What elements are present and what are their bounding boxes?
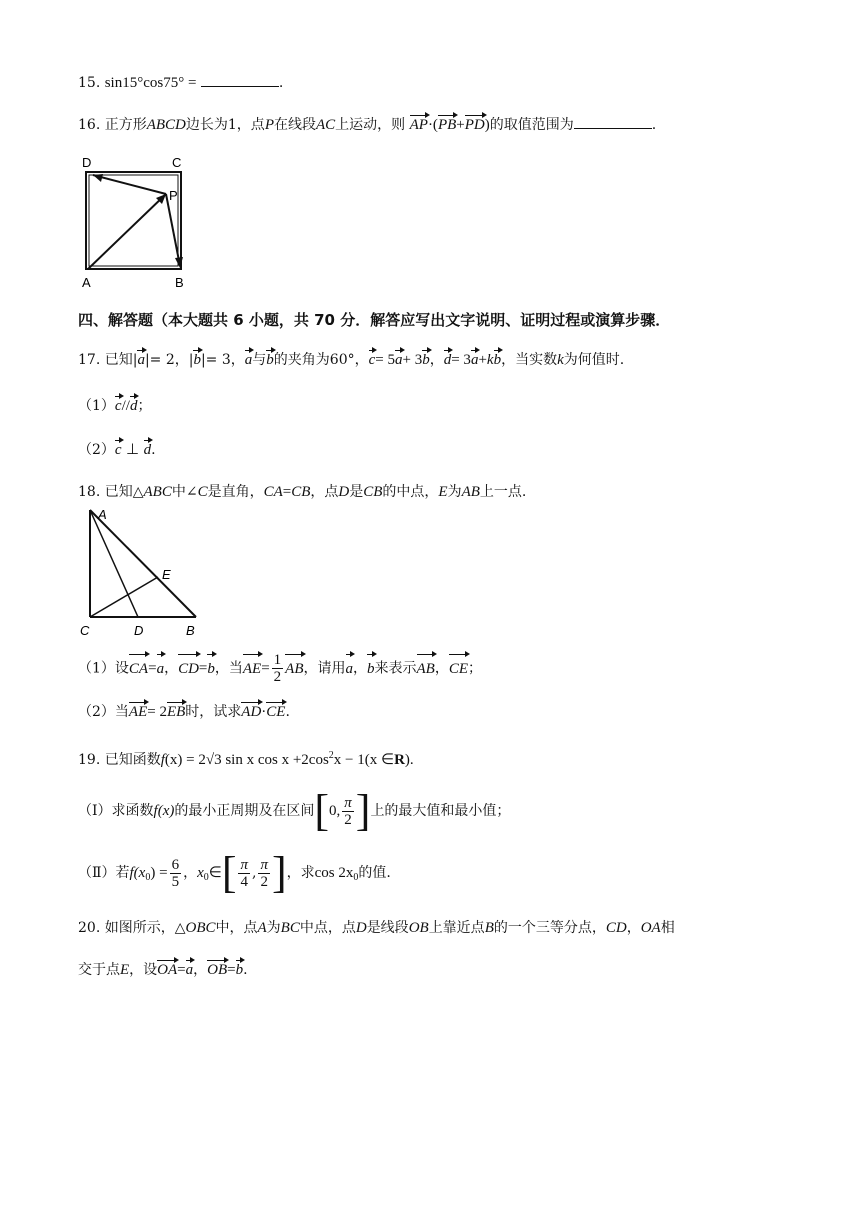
text: 正方形 <box>104 117 147 133</box>
vector: a <box>157 654 165 684</box>
fraction <box>238 857 250 890</box>
vector: AB <box>285 654 303 684</box>
denominator: 5 <box>171 873 180 890</box>
math-var: f(x <box>129 865 146 881</box>
question-19-part-2: （Ⅱ）若$f(x_0)$ = $\frac{6}{5}$ ，$x_0\in$[ $\frac{\pi}{4}$ , $\frac{\pi}{2}$ ]，求$\cos 2x_0$的值. <box>78 848 391 897</box>
operator: + <box>456 117 465 133</box>
operator: · <box>261 704 267 720</box>
question-18-part-1 <box>78 652 482 685</box>
text: 的值. <box>358 865 391 881</box>
vector-pd <box>93 175 166 194</box>
text: + <box>478 352 487 368</box>
math-var: CB <box>363 484 383 500</box>
vector: CE <box>449 654 468 684</box>
math-var: E <box>120 962 130 978</box>
text: 上靠近点 <box>428 920 485 936</box>
label-a: A <box>98 507 107 522</box>
exponent: 2 <box>328 750 334 761</box>
label-d: D <box>134 623 144 638</box>
numerator: π <box>260 856 268 873</box>
math-expression: ). <box>404 752 414 768</box>
subscript: 0 <box>145 872 151 883</box>
denominator: 4 <box>240 873 248 890</box>
text: 的一个三等分点， <box>493 920 606 936</box>
text: 交于点 <box>78 962 120 978</box>
text: 为 <box>447 484 462 500</box>
text: 的中点， <box>382 484 439 500</box>
numerator: 6 <box>171 856 180 873</box>
answer-blank <box>574 114 652 129</box>
vector: a <box>395 352 403 368</box>
question-20-line-2 <box>78 960 248 980</box>
subscript: 0 <box>353 872 359 883</box>
numerator: 1 <box>273 652 282 668</box>
math-var: CB <box>291 484 311 500</box>
vector: PB <box>437 117 457 133</box>
math-expression: ) = <box>150 865 168 881</box>
left-bracket: [ <box>314 786 330 835</box>
vector: OB <box>207 962 228 978</box>
math-var: CA <box>263 484 283 500</box>
math-var: BC <box>280 920 300 936</box>
text: 为 <box>266 920 281 936</box>
text: ，求 <box>286 865 315 881</box>
text: 上运动，则 <box>335 117 406 133</box>
text: = 5 <box>375 352 395 368</box>
answer-blank <box>201 72 279 87</box>
square-figure <box>76 152 196 292</box>
text: 已知△ <box>104 484 144 500</box>
text: 在线段 <box>273 117 316 133</box>
vector: b <box>422 352 430 368</box>
period: . <box>278 75 284 91</box>
side-ab <box>90 510 196 617</box>
text: 来表示 <box>374 660 417 677</box>
math-var: E <box>438 484 448 500</box>
question-19 <box>78 746 414 770</box>
fraction <box>342 795 354 828</box>
interval-start: 0, <box>329 803 341 819</box>
text: |= 3， <box>200 352 245 368</box>
text: ，请用 <box>303 660 346 677</box>
vector: PD <box>464 117 485 133</box>
text: 是线段 <box>366 920 409 936</box>
vector: a <box>137 352 145 368</box>
vector: AE <box>128 704 148 720</box>
vector: AD <box>241 704 262 720</box>
question-18-part-2 <box>78 702 290 722</box>
vector: AB <box>417 654 435 684</box>
fraction <box>170 857 182 890</box>
text: ； <box>468 660 482 677</box>
vector: c <box>114 398 122 414</box>
text: ， <box>183 865 198 881</box>
question-17-part-2 <box>78 440 156 460</box>
segment-ce <box>90 577 158 617</box>
real-set: R <box>394 752 405 768</box>
text: . <box>243 962 248 978</box>
triangle-figure <box>78 505 208 640</box>
operator: = <box>261 660 270 677</box>
vector: b <box>235 962 244 978</box>
question-number: 20. <box>78 920 101 936</box>
text: 中，点 <box>215 920 258 936</box>
text: 上的最大值和最小值； <box>370 803 511 819</box>
math-var: C <box>197 484 208 500</box>
operator: ⊥ <box>126 442 140 458</box>
text: 已知| <box>104 352 138 368</box>
label-d: D <box>82 155 92 170</box>
question-15 <box>78 72 283 93</box>
text: = 3 <box>451 352 471 368</box>
vector: b <box>367 654 375 684</box>
text: ， <box>164 660 179 677</box>
text: 时，试求 <box>185 704 242 720</box>
math-expression: (x) = 2√3 sin x cos x +2cos <box>164 752 329 768</box>
operator: = <box>177 962 186 978</box>
label-a: A <box>82 275 91 290</box>
question-number: 17. <box>78 352 101 368</box>
text: ，当实数 <box>501 352 558 368</box>
math-var: k <box>486 352 494 368</box>
label-b: B <box>175 275 184 290</box>
operator: ) <box>484 117 490 133</box>
question-number: 16. <box>78 117 101 133</box>
part-label: （2）当 <box>78 704 129 720</box>
left-bracket: [ <box>221 848 237 897</box>
part-label: （2） <box>78 442 115 458</box>
vector: d <box>143 442 152 458</box>
text: 是直角， <box>207 484 264 500</box>
operator: = <box>148 660 157 677</box>
text: 的取值范围为 <box>489 117 574 133</box>
numerator: π <box>344 794 352 811</box>
question-17 <box>78 350 624 370</box>
part-label: （1） <box>78 398 115 414</box>
vector: EB <box>166 704 186 720</box>
math-var: AB <box>461 484 480 500</box>
vector: a <box>185 962 194 978</box>
text: + 3 <box>402 352 423 368</box>
vector: CD <box>178 654 199 684</box>
operator: = 2 <box>147 704 167 720</box>
math-var: CD <box>605 920 627 936</box>
text: 相 <box>660 920 675 936</box>
text: 已知函数 <box>104 752 161 768</box>
math-var: ABCD <box>146 117 186 133</box>
math-var: OA <box>640 920 661 936</box>
segment-ad <box>90 510 138 617</box>
text: . <box>285 704 290 720</box>
operator: ∈ <box>208 865 222 881</box>
question-16 <box>78 114 656 135</box>
text: ，设 <box>129 962 158 978</box>
operator: ·( <box>427 117 438 133</box>
text: 中点，点 <box>299 920 356 936</box>
math-var: k <box>557 352 564 368</box>
period: . <box>651 117 657 133</box>
text: 的最小正周期及在区间 <box>174 803 315 819</box>
label-b: B <box>186 623 195 638</box>
text: 为何值时. <box>563 352 625 368</box>
text: 的夹角为60°， <box>273 352 369 368</box>
text: 边长为1，点 <box>185 117 265 133</box>
operator: // <box>121 398 130 414</box>
vector: b <box>207 654 215 684</box>
math-var: AC <box>315 117 336 133</box>
vector: AE <box>243 654 261 684</box>
math-expression: x − 1(x ∈ <box>333 752 395 768</box>
fraction <box>258 857 270 890</box>
math-var: D <box>355 920 367 936</box>
right-bracket: ] <box>355 786 371 835</box>
vector: CE <box>266 704 286 720</box>
text: 是 <box>349 484 364 500</box>
label-c: C <box>80 623 90 638</box>
label-e: E <box>162 567 171 582</box>
math-var: D <box>338 484 350 500</box>
text: |= 2，| <box>144 352 194 368</box>
vector-ap <box>88 194 166 269</box>
math-var: OBC <box>185 920 216 936</box>
denominator: 2 <box>260 873 268 890</box>
arrowhead-pd <box>93 174 103 182</box>
text: ，当 <box>214 660 243 677</box>
question-18 <box>78 482 526 502</box>
label-p: P <box>169 188 178 203</box>
part-label: （Ⅰ）求函数 <box>78 803 154 819</box>
text: ， <box>353 660 367 677</box>
text: . <box>151 442 156 458</box>
math-expression: cos 2x <box>314 865 354 881</box>
denominator: 2 <box>344 811 352 828</box>
text: ， <box>626 920 641 936</box>
vector: CA <box>129 654 148 684</box>
text: ，点 <box>310 484 339 500</box>
vector: c <box>114 442 122 458</box>
question-17-part-1 <box>78 396 151 416</box>
math-var: f(x) <box>153 803 175 819</box>
vector: c <box>368 352 376 368</box>
operator: = <box>227 962 236 978</box>
question-20 <box>78 918 675 938</box>
text: 中∠ <box>171 484 198 500</box>
right-bracket: ] <box>271 848 287 897</box>
math-var: P <box>264 117 274 133</box>
part-label: （Ⅱ）若 <box>78 865 130 881</box>
math-var: A <box>257 920 267 936</box>
question-number: 15. <box>78 75 101 91</box>
fraction <box>272 652 284 685</box>
vector: OA <box>157 962 178 978</box>
vector: b <box>193 352 201 368</box>
operator: = <box>198 660 208 677</box>
text: ， <box>429 352 444 368</box>
math-var: x <box>197 865 204 881</box>
vector: d <box>443 352 452 368</box>
question-19-part-1 <box>78 788 510 834</box>
text: ； <box>137 398 152 414</box>
operator: = <box>282 484 292 500</box>
text: 与 <box>252 352 267 368</box>
vector: b <box>493 352 502 368</box>
vector: a <box>346 654 354 684</box>
text: 如图所示，△ <box>104 920 186 936</box>
math-var: OB <box>408 920 429 936</box>
vector: b <box>266 352 274 368</box>
label-c: C <box>172 155 182 170</box>
math-var: ABC <box>143 484 172 500</box>
denominator: 2 <box>273 669 282 685</box>
numerator: π <box>240 856 248 873</box>
question-number: 19. <box>78 752 101 768</box>
text: 上一点. <box>479 484 527 500</box>
vector: a <box>470 352 479 368</box>
math-var: f <box>160 752 165 768</box>
vector: d <box>129 398 138 414</box>
square-inner-outline <box>89 175 178 266</box>
expression: sin15°cos75° = <box>104 75 197 91</box>
math-var: B <box>484 920 494 936</box>
text: ， <box>193 962 208 978</box>
vector: a <box>244 352 253 368</box>
part-label: （1）设 <box>78 660 129 677</box>
subscript: 0 <box>203 872 209 883</box>
question-number: 18. <box>78 484 101 500</box>
vector: AP <box>409 117 428 133</box>
text: ， <box>434 660 449 677</box>
section-heading: 四、解答题（本大题共 6 小题，共 70 分．解答应写出文字说明、证明过程或演算步骤． <box>78 311 671 329</box>
